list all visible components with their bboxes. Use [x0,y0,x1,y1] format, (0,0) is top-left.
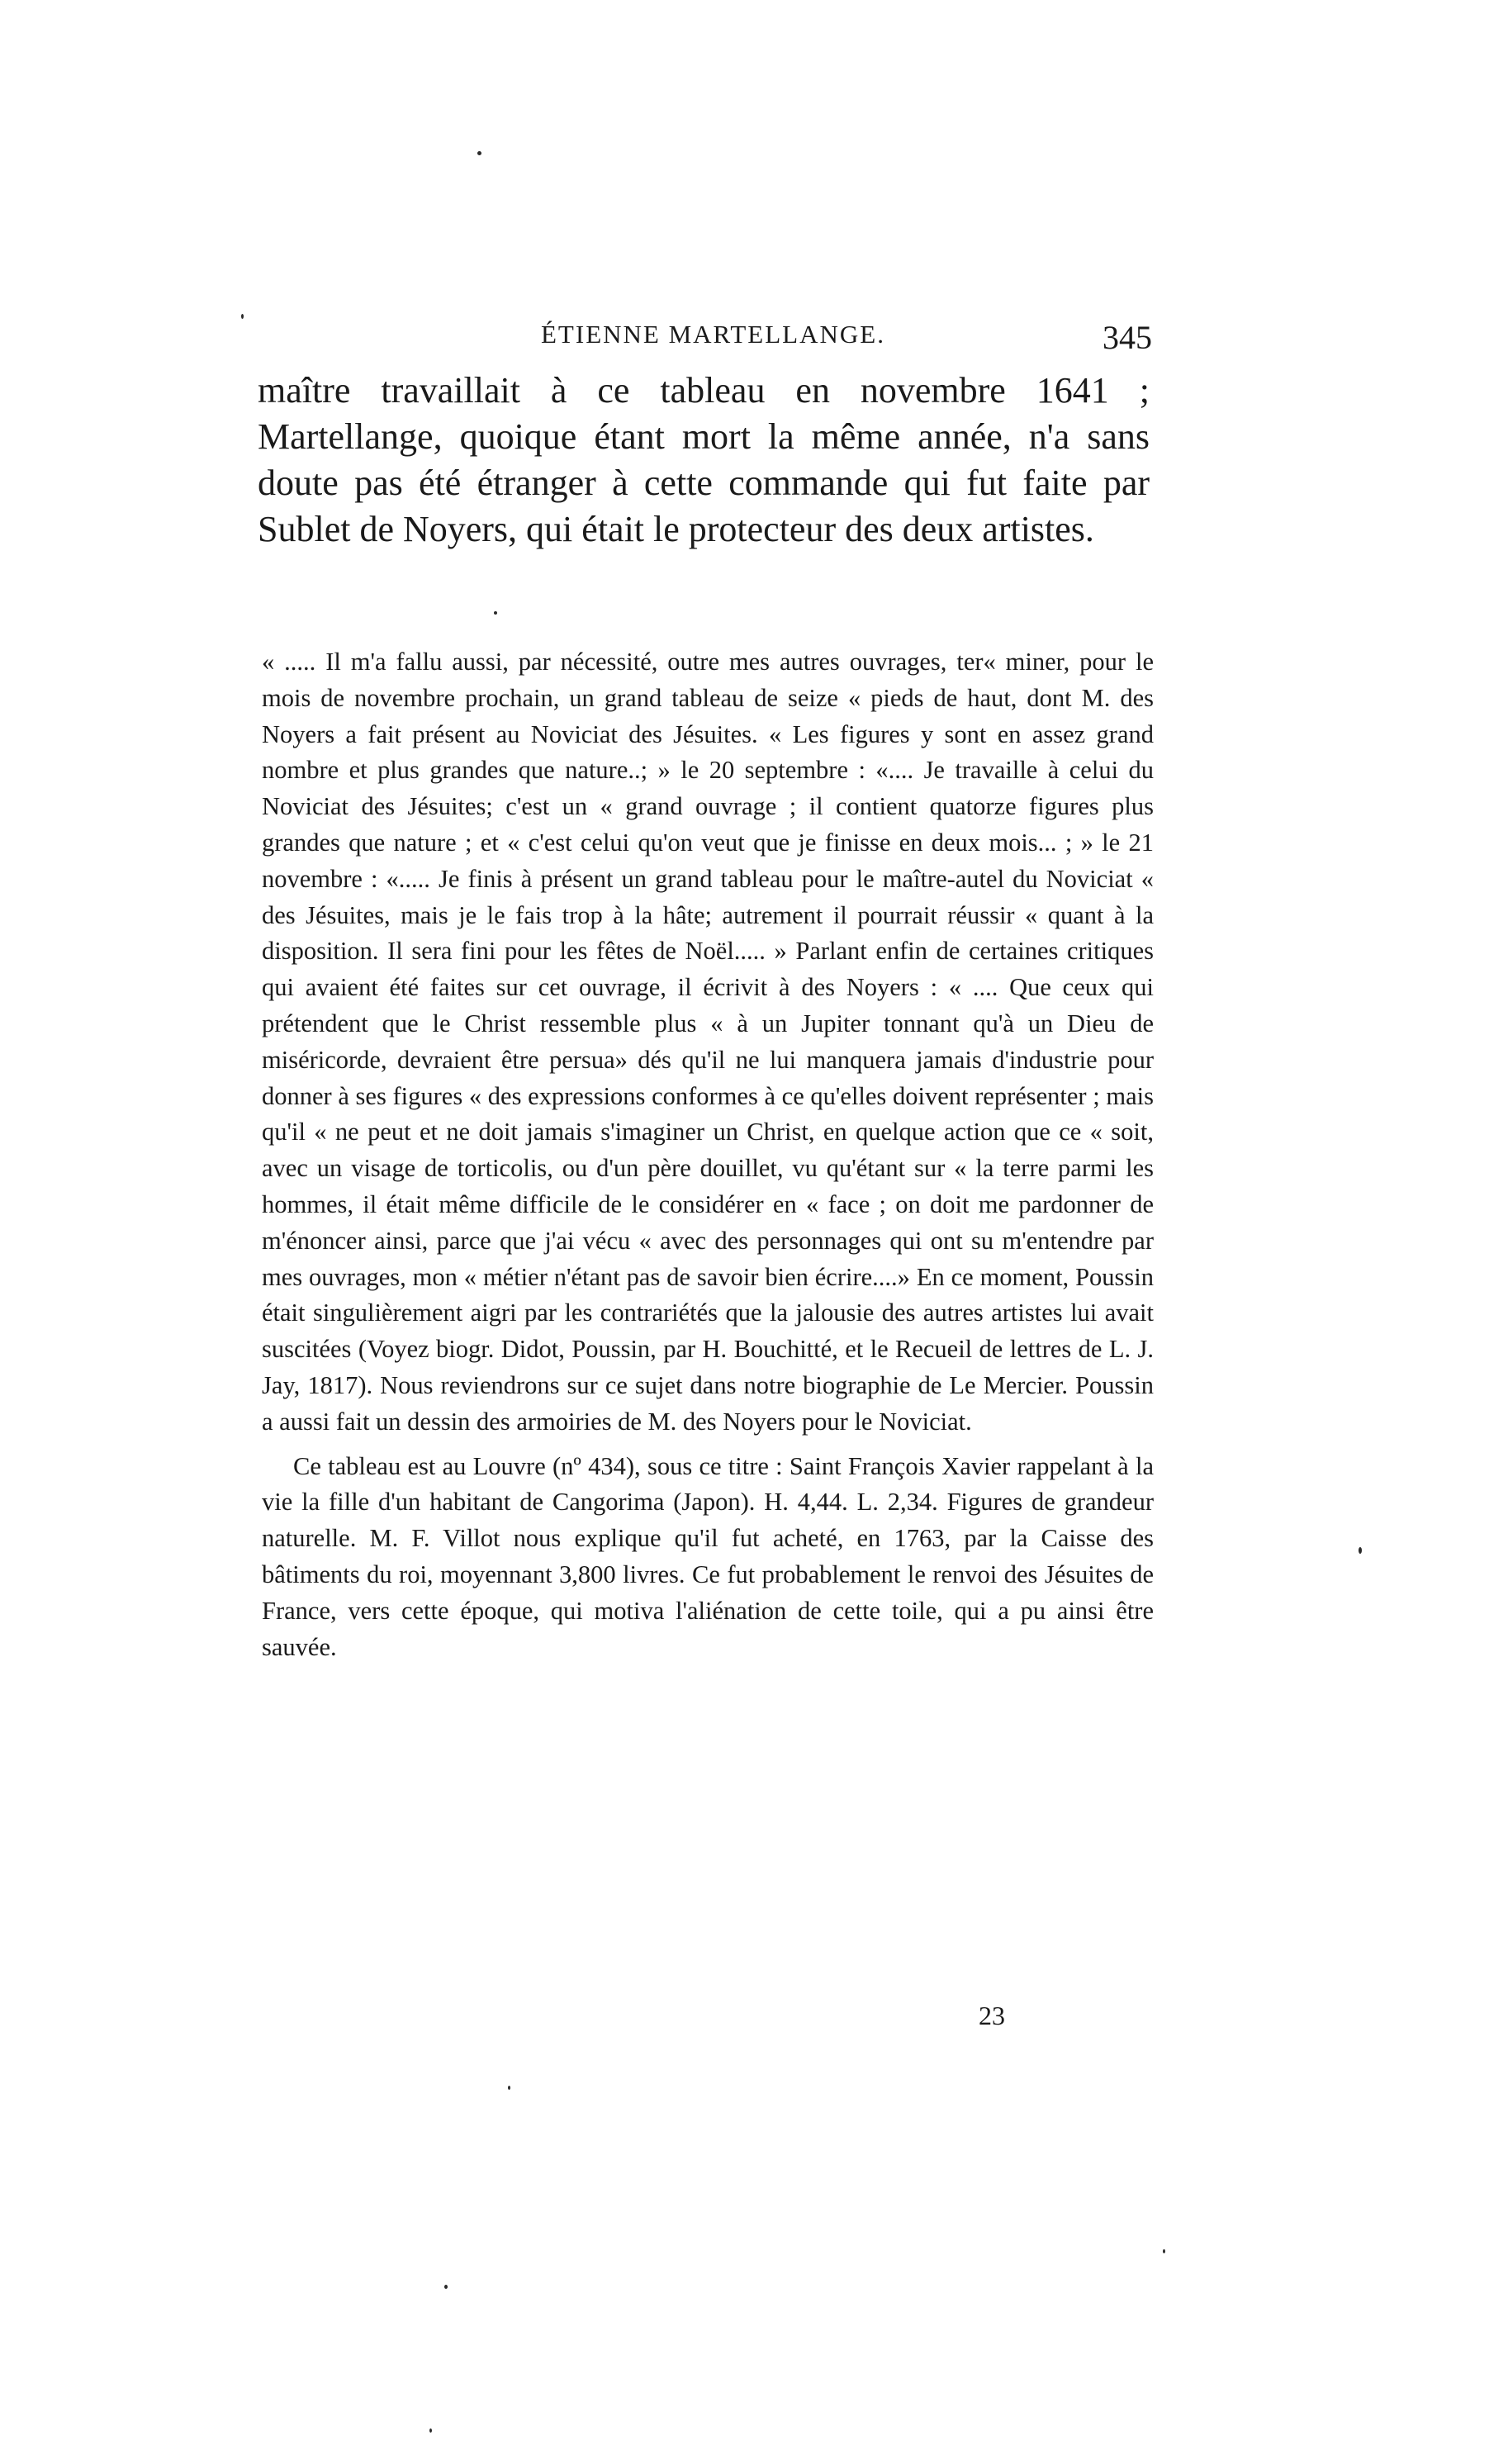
scan-speck [444,2285,448,2289]
running-title: ÉTIENNE MARTELLANGE. [541,320,885,349]
signature-mark: 23 [979,2001,1005,2030]
scan-speck [508,2086,510,2090]
page-number: 345 [1103,319,1152,356]
intro-block [258,368,1150,553]
intro-paragraph: maître travaillait à ce tableau en novembre 1641 ; Martellange, quoique étant mort la même année, n'a sans doute pas été étranger à cette commande qui fut faite par Sublet de Noyers, qui était le protecteur des deux artistes. [258,370,1150,549]
louvre-paragraph: Ce tableau est au Louvre (nº 434), sous ce titre : Saint François Xavier rappelant à la vie la fille d'un habitant de Cangorima (Japon). H. 4,44. L. 2,34. Figures de grandeur naturelle. M. F. Villot nous explique qu'il fut acheté, en 1763, par la Caisse des bâtiments du roi, moyennant 3,800 livres. Ce fut probablement le renvoi des Jésuites de France, vers cette époque, qui motiva l'aliénation de cette toile, qui a pu ainsi être sauvée. [262,1451,1154,1661]
scan-speck [494,611,497,615]
scan-speck [477,151,481,155]
quotation-block [262,644,1154,1665]
scan-speck [429,2428,432,2433]
scan-speck [1359,1547,1362,1554]
scan-speck [1163,2249,1165,2253]
quote-paragraph: « ..... Il m'a fallu aussi, par nécessité, outre mes autres ouvrages, ter« miner, pour le mois de novembre prochain, un grand tableau de seize « pieds de haut, dont M. des Noyers a fait présent au Noviciat des Jésuites. « Les figures y sont en assez grand nombre et plus grandes que nature..; » le 20 septembre : «.... Je travaille à celui du Noviciat des Jésuites; c'est un « grand ouvrage ; il contient quatorze figures plus grandes que nature ; et « c'est celui qu'on veut que je finisse en deux mois... ; » le 21 novembre : «..... Je finis à présent un grand tableau pour le maître-autel du Noviciat « des Jésuites, mais je le fais trop à la hâte; autrement il pourrait réussir « quant à la disposition. Il sera fini pour les fêtes de Noël..... » Parlant enfin de certaines critiques qui avaient été faites sur cet ouvrage, il écrivit à des Noyers : « .... Que ceux qui prétendent que le Christ ressemble plus « à un Jupiter tonnant qu'à un Dieu de miséricorde, devraient être persua» dés qu'il ne lui manquera jamais d'industrie pour donner à ses figures « des expressions conformes à ce qu'elles doivent représenter ; mais qu'il « ne peut et ne doit jamais s'imaginer un Christ, en quelque action que ce « soit, avec un visage de torticolis, ou d'un père douillet, vu qu'étant sur « la terre parmi les hommes, il était même difficile de le considérer en « face ; on doit me pardonner de m'énoncer ainsi, parce que j'ai vécu « avec des personnages qui ont su m'entendre par mes ouvrages, mon « métier n'étant pas de savoir bien écrire....» En ce moment, Poussin était singulièrement aigri par les contrariétés que la jalousie des autres artistes lui avait suscitées (Voyez biogr. Didot, Poussin, par H. Bouchitté, et le Recueil de lettres de L. J. Jay, 1817). Nous reviendrons sur ce sujet dans notre biographie de Le Mercier. Poussin a aussi fait un dessin des armoiries de M. des Noyers pour le Noviciat. [262,648,1154,1436]
running-head [256,318,1152,359]
scan-speck [241,314,244,319]
